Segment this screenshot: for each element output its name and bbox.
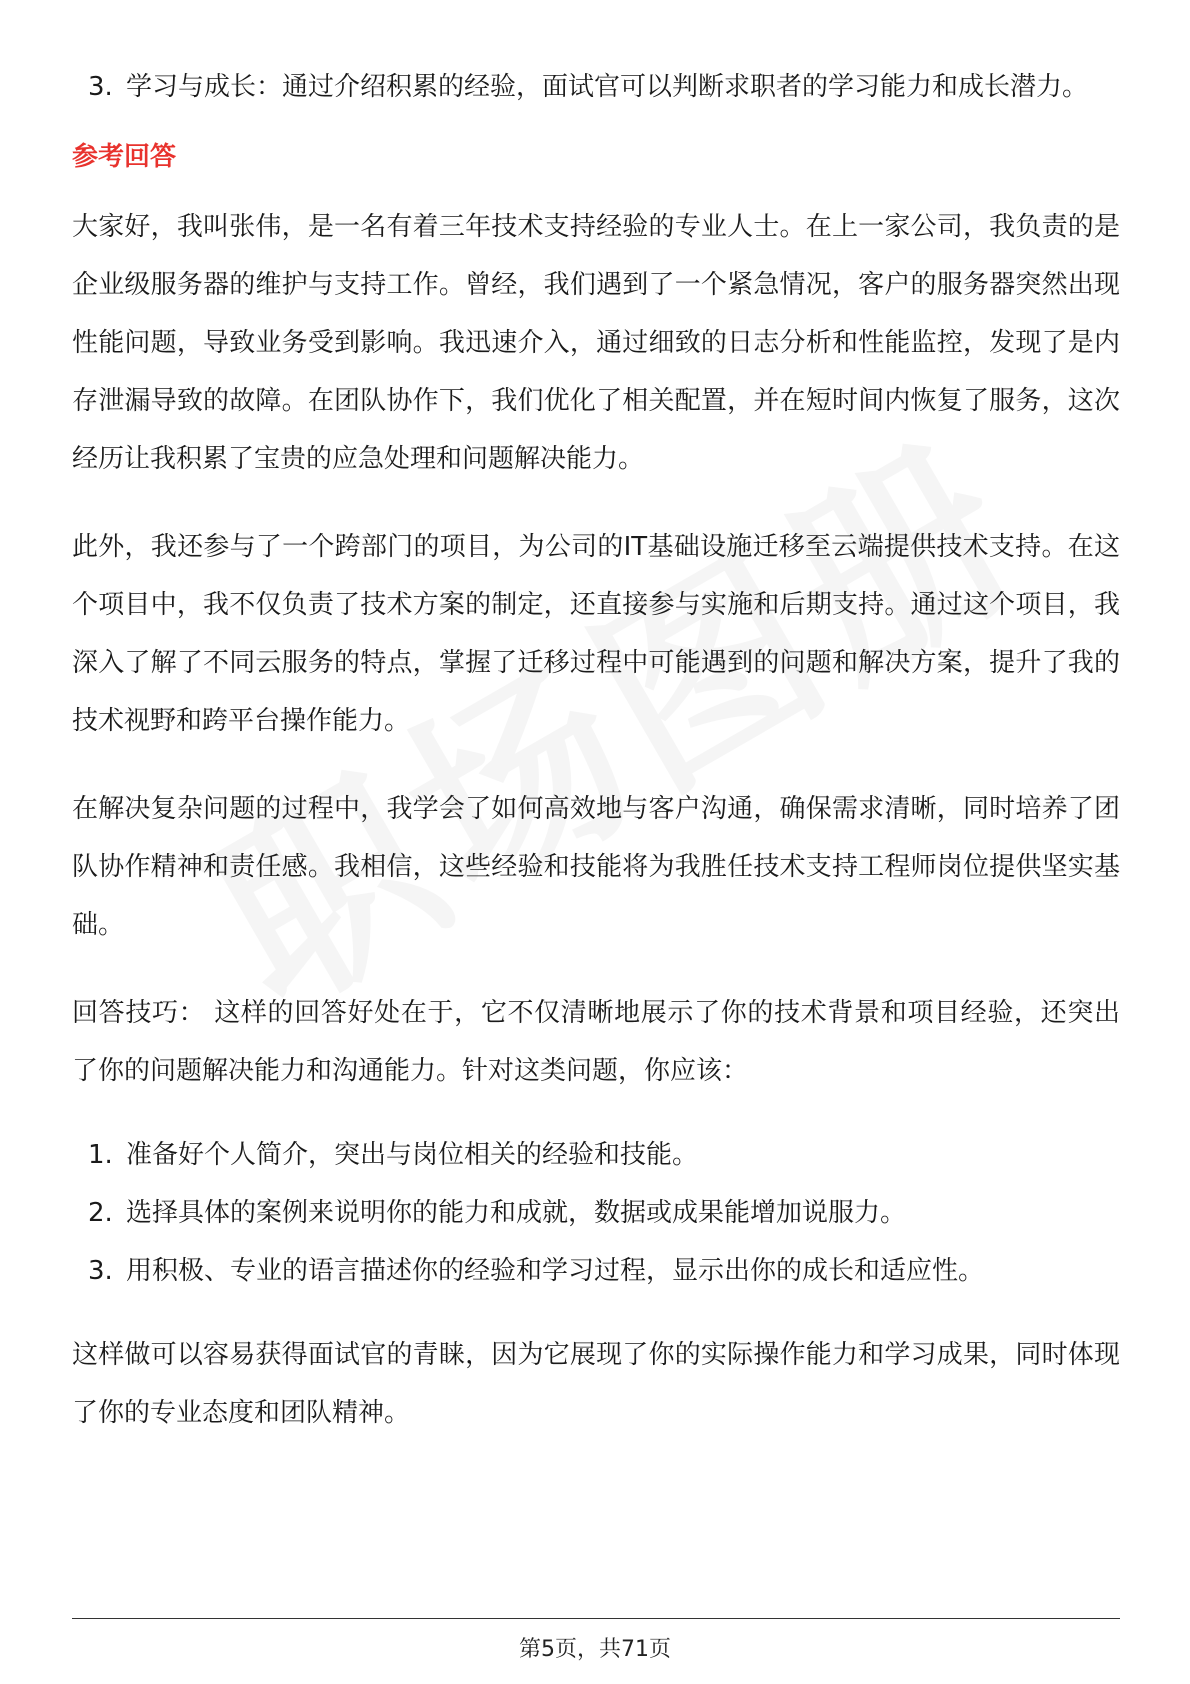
footer-divider (72, 1618, 1120, 1619)
top-list (72, 58, 1120, 116)
list-text: 选择具体的案例来说明你的能力和成就，数据或成果能增加说服力。 (126, 1198, 907, 1228)
tips-intro-paragraph: 回答技巧： 这样的回答好处在于，它不仅清晰地展示了你的技术背景和项目经验，还突出了你的问题解决能力和沟通能力。针对这类问题，你应该： (72, 998, 1120, 1086)
list-item (72, 1184, 1120, 1242)
list-text: 用积极、专业的语言描述你的经验和学习过程，显示出你的成长和适应性。 (126, 1256, 985, 1286)
tips-list (72, 1126, 1120, 1300)
list-text: 准备好个人简介，突出与岗位相关的经验和技能。 (126, 1140, 699, 1170)
page-number: 第5页，共71页 (519, 1637, 671, 1662)
section-heading: 参考回答 (72, 142, 177, 172)
answer-paragraph-1: 大家好，我叫张伟，是一名有着三年技术支持经验的专业人士。在上一家公司，我负责的是企业级服务器的维护与支持工作。曾经，我们遇到了一个紧急情况，客户的服务器突然出现性能问题，导致业务受到影响。我迅速介入，通过细致的日志分析和性能监控，发现了是内存泄漏导致的故障。在团队协作下，我们优化了相关配置，并在短时间内恢复了服务，这次经历让我积累了宝贵的应急处理和问题解决能力。 (72, 212, 1120, 474)
list-number: 2. (88, 1198, 113, 1228)
answer-paragraph-3: 在解决复杂问题的过程中，我学会了如何高效地与客户沟通，确保需求清晰，同时培养了团队协作精神和责任感。我相信，这些经验和技能将为我胜任技术支持工程师岗位提供坚实基础。 (72, 794, 1120, 940)
list-item (72, 1126, 1120, 1184)
list-item (72, 58, 1120, 116)
list-text: 学习与成长：通过介绍积累的经验，面试官可以判断求职者的学习能力和成长潜力。 (126, 72, 1089, 102)
list-number: 3. (88, 1256, 113, 1286)
page-content (72, 58, 1120, 1442)
closing-paragraph: 这样做可以容易获得面试官的青睐，因为它展现了你的实际操作能力和学习成果，同时体现了你的专业态度和团队精神。 (72, 1340, 1120, 1428)
answer-paragraph-2: 此外，我还参与了一个跨部门的项目，为公司的IT基础设施迁移至云端提供技术支持。在这个项目中，我不仅负责了技术方案的制定，还直接参与实施和后期支持。通过这个项目，我深入了解了不同云服务的特点，掌握了迁移过程中可能遇到的问题和解决方案，提升了我的技术视野和跨平台操作能力。 (72, 532, 1120, 736)
list-number: 1. (88, 1140, 113, 1170)
list-item (72, 1242, 1120, 1300)
list-number: 3. (88, 72, 113, 102)
